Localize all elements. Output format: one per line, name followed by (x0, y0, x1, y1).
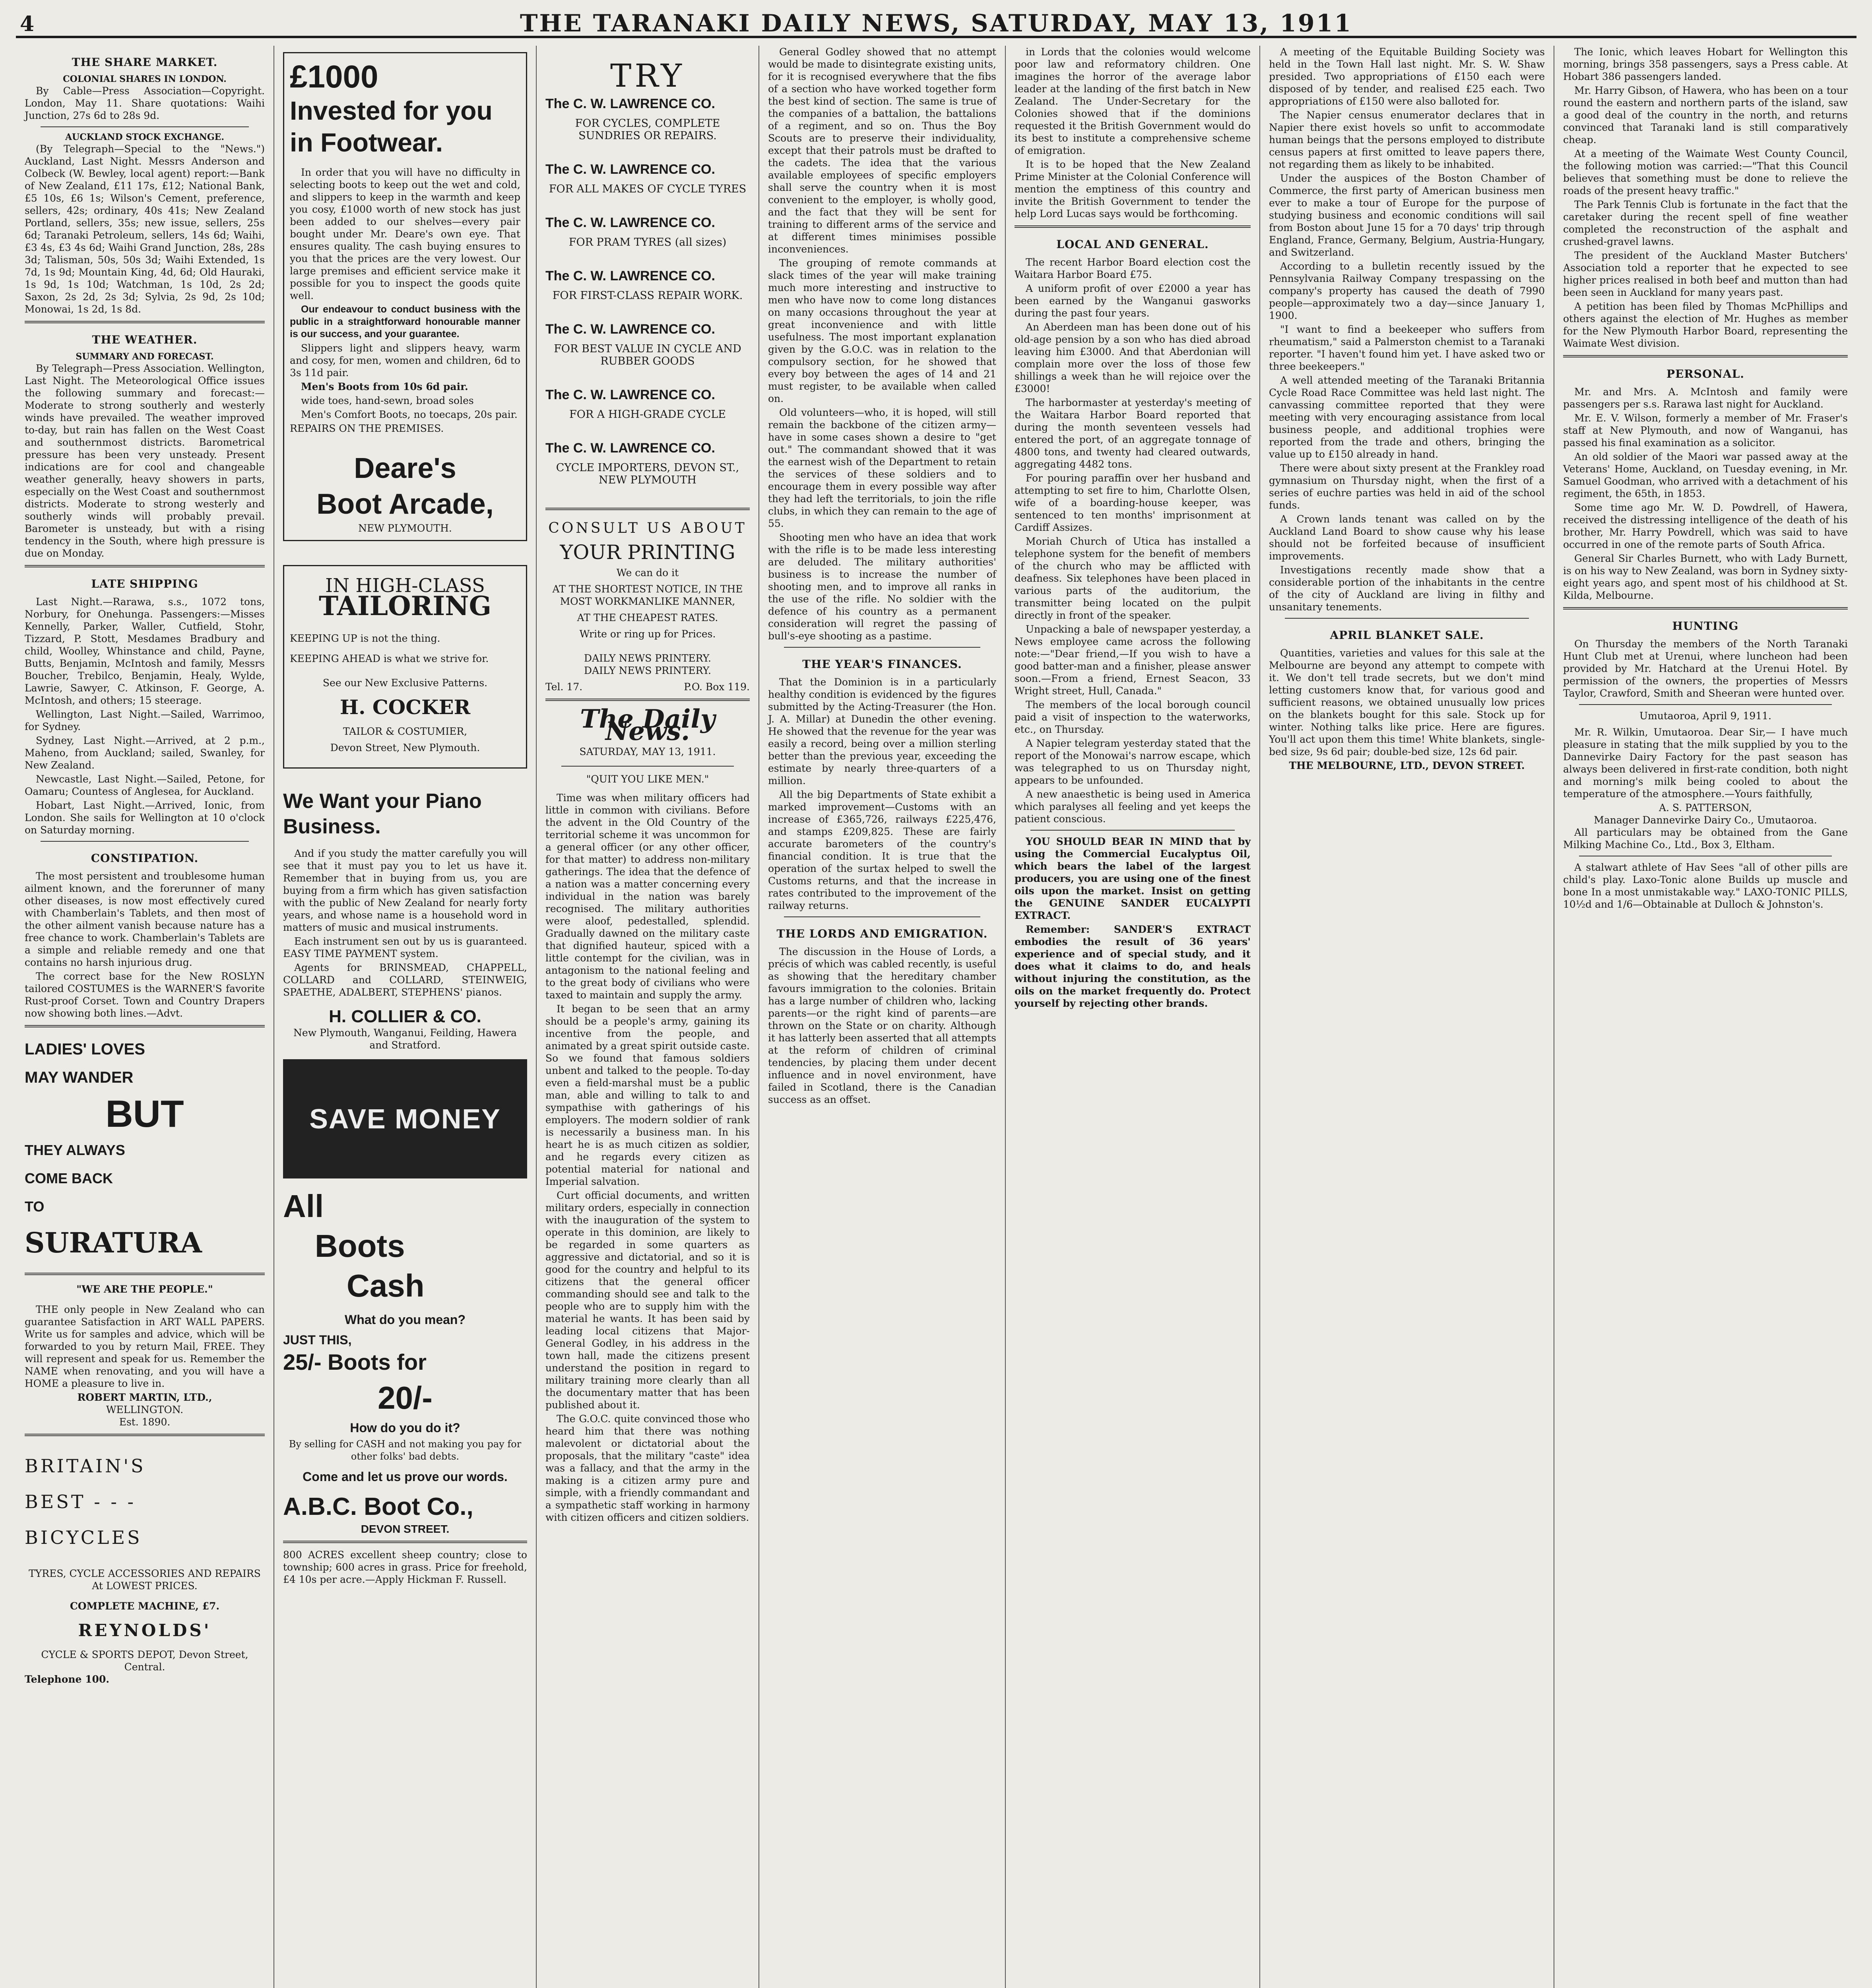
letter-signature: A. S. PATTERSON, (1659, 802, 1752, 813)
divider (1563, 607, 1848, 610)
share-market-heading: THE SHARE MARKET. (72, 56, 218, 69)
masthead (16, 8, 1856, 38)
article-text: General Godley showed that no attempt would be made to disintegrate existing units, for it is recognised everywhere that the fibs of a section who have worked together form the best kind of section. The same is true of the companies of a battalion, the battalions of a regiment, and so on. Thus the Boy Scouts are to preserve their individuality, except that their patrols must be drafted to the cadets. The idea that the various available employees of specific employers shall serve the country when it is most convenient to the employer, is wholly good, and the fact that they will be sent for training to different arms of the service and at different times minimises possible inconveniences. (768, 46, 996, 255)
divider (1285, 618, 1529, 619)
suratura-advert (25, 1041, 265, 1259)
shipping-text: Sydney, Last Night.—Arrived, at 2 p.m., Maheno, from Auckland; sailed, Swanley, for New Zealand. (25, 735, 265, 771)
abc-line: JUST THIS, (283, 1333, 352, 1347)
print-contact (545, 681, 750, 693)
cocker-sub: TAILOR & COSTUMIER, (343, 726, 468, 737)
article-text: Time was when military officers had little in common with civilians. Before the advent in the Old Country of the territorial scheme it was uncommon for a general officer (or any other officer, for that matter) to address non-military gatherings. The idea that the defence of a nation was a matter concerning every individual in the nation was barely recognised. The military authorities were aloof, pedestalled, splendid. Gradually dawned on the military caste that dignified hauteur, spiced with a little contempt for the civilian, was in antagonism to the national feeling and to the great body of civilians who were taxed to maintain and supply the army. (545, 792, 750, 1001)
letter-dateline: Umutaoroa, April 9, 1911. (1639, 710, 1771, 722)
local-item: The recent Harbor Board election cost the Waitara Harbor Board £75. (1015, 256, 1251, 280)
blanket-sale-sign: THE MELBOURNE, LTD., DEVON STREET. (1289, 760, 1525, 771)
deares-name: Deare's (354, 452, 456, 484)
wallpaper-advert-place: WELLINGTON. (106, 1404, 184, 1415)
roslyn-advert-text: The correct base for the New ROSLYN tailored COSTUMES is the WARNER'S favorite Rust-proof Corset. Town and Country Drapers now showing both lines.—Advt. (25, 971, 265, 1019)
blanket-sale-heading: APRIL BLANKET SALE. (1330, 629, 1484, 642)
wallpaper-advert-est: Est. 1890. (119, 1416, 171, 1428)
save-money-banner: SAVE MONEY (283, 1059, 527, 1178)
ad-text: REPAIRS ON THE PREMISES. (290, 423, 444, 434)
divider (25, 1025, 265, 1027)
print-line: We can do it (616, 567, 679, 579)
weather-heading: THE WEATHER. (92, 333, 198, 346)
suratura-line: TO (25, 1198, 45, 1215)
local-item: For pouring paraffin over her husband and attempting to set fire to him, Charlotte Olsen, wife of a boarding-house keeper, was sentenced to ten months' imprisonment at Cardiff Assizes. (1015, 472, 1251, 533)
personal-item: Mr. E. V. Wilson, formerly a member of Mr. Fraser's staff at New Plymouth, and now of Wanganui, has passed his final examination as a solicitor. (1563, 412, 1848, 448)
abc-line: By selling for CASH and not making you pay for other folks' bad debts. (289, 1439, 522, 1462)
article-text: Curt official documents, and written military orders, especially in connection with the inauguration of the system to operate in this dominion, are likely to be regarded in some quarters as aggressive and dictatorial, and so it is good for the country and helpful to its citizens that the general officer commanding should see and talk to the people who are to supply him with the material he wants. It has been said by leading local citizens that Major-General Godley, in his address in the town hall, made the citizens present understand the position in regard to military training more clearly than all the documentary matter that has been published about it. (545, 1190, 750, 1411)
wallpaper-advert-text: THE only people in New Zealand who can guarantee Satisfaction in ART WALL PAPERS. Write us for samples and advice, which will be forwarded to you by return Mail, FREE. They will represent and speak for us. Remember the NAME when renovating, and you will have a HOME a pleasure to live in. (25, 1304, 265, 1389)
lawrence-item: FOR A HIGH-GRADE CYCLE (569, 408, 726, 421)
bicycles-advert (25, 1448, 265, 1555)
divider (25, 1273, 265, 1275)
suratura-line: COME BACK (25, 1170, 113, 1186)
laxo-tonic-advert: A stalwart athlete of Hav Sees "all of other pills are child's play. Laxo-Tonic alone Builds up muscle and bone In a most unmistakable way." LAXO-TONIC PILLS, 10½d and 1/6—Obtainable at Dulloch & Johnston's. (1563, 862, 1848, 910)
ad-headline: We Want your Piano (283, 790, 482, 813)
bicycles-price: COMPLETE MACHINE, £7. (70, 1600, 220, 1612)
article-text: A well attended meeting of the Taranaki Britannia Cycle Road Race Committee was held last night. The canvassing committee reported that they were meeting with very encouraging assistance from local business people, and additional trophies were reported from the trade and others, bringing the value up to £150 already in hand. (1269, 375, 1545, 460)
letter-text: All particulars may be obtained from the Gane Milking Machine Co., Ltd., Box 3, Eltham. (1563, 827, 1848, 850)
shipping-text: Hobart, Last Night.—Arrived, Ionic, from London. She sails for Wellington at 10 o'clock on Saturday morning. (25, 800, 265, 836)
print-line: DAILY NEWS PRINTERY. (584, 652, 711, 664)
article-text: Investigations recently made show that a considerable portion of the inhabitants in the centre of the city of Auckland are living in filthy and unsanitary tenements. (1269, 564, 1545, 613)
abc-line: Come and let us prove our words. (303, 1470, 508, 1484)
abc-line: All (283, 1188, 324, 1224)
divider (1030, 830, 1235, 831)
reynolds-address: CYCLE & SPORTS DEPOT, Devon Street, Central. (41, 1649, 248, 1673)
ad-text: See our New Exclusive Patterns. (322, 677, 488, 689)
article-text: The Napier census enumerator declares that in Napier there exist hovels so unfit to accommodate human beings that the persons employed to distribute census papers at first omitted to leave papers there, not regarding them as likely to be inhabited. (1269, 109, 1545, 170)
reynolds-name: REYNOLDS' (78, 1621, 211, 1640)
personal-item: An old soldier of the Maori war passed away at the Veterans' Home, Auckland, on Tuesday evening, in Mr. Samuel Goodman, who arrived with a detachment of his regiment, the 65th, in 1853. (1563, 451, 1848, 499)
ad-text: Each instrument sen out by us is guaranteed. EASY TIME PAYMENT system. (283, 936, 527, 959)
ad-text: In order that you will have no difficulty in selecting boots to keep out the wet and cold, and slippers to keep in the warmth and keep you cosy, £1000 worth of new stock has just been added to our shelves—every pair bought under Mr. Deare's own eye. That ensures quality. The cash buying ensures to you that the prices are the very lowest. Our large premises and efficient service make it possible for you to inspect the goods quite well. (290, 167, 520, 301)
column-2 (274, 46, 537, 1988)
ad-text: Agents for BRINSMEAD, CHAPPELL, COLLARD and COLLARD, STEINWEIG, SPAETHE, ADALBERT, STEPHENS' pianos. (283, 962, 527, 998)
finances-heading: THE YEAR'S FINANCES. (802, 658, 962, 671)
constipation-text: The most persistent and troublesome human ailment known, and the forerunner of many other diseases, is now most effectively cured with Chamberlain's Tablets, and then most of the other ailment vanish because nature has a free chance to work. Chamberlain's Tablets are a simple and reliable remedy and one that contains no harsh injurious drug. (25, 870, 265, 968)
local-item: An Aberdeen man has been done out of his old-age pension by a son who has died abroad leaving him £3000. And that Aberdonian will complain more over the loss of those few shillings a week than he will rejoice over the £3000! (1015, 321, 1251, 394)
collier-piano-advert (283, 788, 527, 1051)
column-6 (1260, 46, 1554, 1988)
lawrence-item: CYCLE IMPORTERS, DEVON ST., NEW PLYMOUTH (556, 462, 739, 486)
divider (41, 126, 249, 127)
suratura-line: THEY ALWAYS (25, 1142, 125, 1158)
article-text: The president of the Auckland Master Butchers' Association told a reporter that he expected to see higher prices realised in both beef and mutton than had been seen in Auckland for many years past. (1563, 250, 1848, 298)
finances-text: All the big Departments of State exhibit a marked improvement—Customs with an increase of £365,726, railways £225,476, and stamps £209,825. These are fairly accurate barometers of the country's financial condition. It is true that the operation of the surtax helped to swell the Customs returns, and that the increase in rates contributed to the improvement of the railway returns. (768, 789, 996, 911)
personal-item: General Sir Charles Burnett, who with Lady Burnett, is on his way to New Zealand, was born in Sydney sixty-eight years ago, and spent most of his childhood at St. Kilda, Melbourne. (1563, 553, 1848, 601)
ad-text: Men's Boots from 10s 6d pair. (301, 381, 468, 392)
shipping-text: Newcastle, Last Night.—Sailed, Petone, for Oamaru; Countess of Anglesea, for Auckland. (25, 773, 265, 797)
ad-text: KEEPING UP is not the thing. (290, 633, 440, 644)
column-3 (537, 46, 759, 1988)
auckland-exchange-text: (By Telegraph—Special to the "News.") Auckland, Last Night. Messrs Anderson and Colbeck (W. Bewley, local agent) report:—Bank of New Zealand, £11 17s, £12; National Bank, £5 10s, £6 1s; Wilson's Cement, preference, sellers, 42s; ordinary, 40s 41s; New Zealand Portland, sellers, 35s; new issue, sellers, 25s 6d; Taranaki Petroleum, sellers, 14s 6d; Waihi, £3 4s, £3 4s 6d; Waihi Grand Junction, 28s, 28s 3d; Talisman, 50s, 50s 3d; Waihi Extended, 1s 7d, 1s 9d; Mountain King, 4d, 6d; Old Hauraki, 1s 9d, 1s 10d; Watchman, 1s 10d, 2s 2d; Saxon, 2s 2d, 2s 3d; Sylvia, 2s 9d, 2s 10d; Monowai, 1s 2d, 1s 8d. (25, 143, 265, 315)
local-item: The members of the local borough council paid a visit of inspection to the waterworks, etc., on Thursday. (1015, 699, 1251, 735)
acres-advert-text: 800 ACRES excellent sheep country; close to township; 600 acres in grass. Price for freehold, £4 10s per acre.—Apply Hickman F. Russell. (283, 1549, 527, 1585)
article-text: At a meeting of the Waimate West County Council, the following motion was carried:—"That this Council believes that something must be done to relieve the roads of the present heavy traffic." (1563, 148, 1848, 196)
lawrence-item: FOR PRAM TYRES (all sizes) (568, 236, 727, 248)
article-text: Old volunteers—who, it is hoped, will still remain the backbone of the citizen army—have in some cases shown a desire to "get out." The commandant showed that it was the earnest wish of the Department to retain the services of these soldiers and to encourage them in every possible way after they had left the territorials, to join the rifle clubs, in which they can remain to the age of 55. (768, 407, 996, 529)
lawrence-name: The C. W. LAWRENCE CO. (545, 96, 715, 111)
lawrence-item: FOR CYCLES, COMPLETE SUNDRIES OR REPAIRS. (575, 117, 720, 142)
suratura-brand: SURATURA (25, 1226, 202, 1259)
abc-place: DEVON STREET. (361, 1523, 450, 1535)
lawrence-item: FOR ALL MAKES OF CYCLE TYRES (549, 183, 747, 195)
hunting-text: On Thursday the members of the North Taranaki Hunt Club met at Urenui, where luncheon had been provided by Mr. Hatchard at the Urenui Hotel. By permission of the owners, the properties of Messrs Taylor, Crawford, Smith and Sheeran were hunted over. (1563, 638, 1848, 699)
lawrence-item: FOR BEST VALUE IN CYCLE AND RUBBER GOODS (554, 343, 741, 367)
paper-date: SATURDAY, MAY 13, 1911. (579, 746, 716, 757)
lawrence-name: The C. W. LAWRENCE CO. (545, 215, 715, 230)
eucalyptus-advert: YOU SHOULD BEAR IN MIND that by using the Commercial Eucalyptus Oil, which bears the label of the largest producers, you are using one of the finest oils upon the market. Insist on getting the GENUINE SANDER EUCALYPTI EXTRACT. (1015, 836, 1251, 921)
ad-text: wide toes, hand-sewn, broad soles (301, 395, 474, 406)
deares-name: Boot Arcade, (316, 488, 494, 520)
weather-subheading: SUMMARY AND FORECAST. (76, 351, 214, 362)
reynolds-telephone: Telephone 100. (25, 1673, 110, 1685)
abc-line: Cash (347, 1268, 425, 1303)
colonial-shares-heading: COLONIAL SHARES IN LONDON. (63, 74, 227, 84)
suratura-line: LADIES' LOVES (25, 1041, 145, 1058)
article-text: A Crown lands tenant was called on by the Auckland Land Board to show cause why his lease should not be forfeited because of insufficient improvements. (1269, 513, 1545, 562)
column-7 (1554, 46, 1856, 1988)
divider (1015, 225, 1251, 228)
abc-line: What do you mean? (345, 1312, 466, 1327)
divider (545, 508, 750, 510)
sander-advert: Remember: SANDER'S EXTRACT embodies the result of 36 years' experience and of special study, and it does what it claims to do, and heals without injuring the constitution, as the oils on the market frequently do. Protect yourself by rejecting other brands. (1015, 924, 1251, 1009)
letter-text: Mr. R. Wilkin, Umutaoroa. Dear Sir,— I have much pleasure in stating that the milk supplied by you to the Dannevirke Dairy Factory for the past season has always been delivered in first-rate condition, both night and morning's milk being cooled to about the temperature of the atmosphere.—Yours faithfully, (1563, 726, 1848, 800)
local-item: A new anaesthetic is being used in America which paralyses all feeling and yet keeps the patient conscious. (1015, 788, 1251, 825)
ad-headline: in Footwear. (290, 128, 443, 157)
column-5 (1006, 46, 1260, 1988)
cocker-address: Devon Street, New Plymouth. (330, 742, 480, 753)
print-po-box: P.O. Box 119. (684, 681, 750, 693)
ad-text: KEEPING AHEAD is what we strive for. (290, 653, 489, 664)
suratura-line: MAY WANDER (25, 1069, 134, 1086)
divider (784, 647, 980, 648)
abc-boot-advert (283, 1186, 527, 1535)
hunting-heading: HUNTING (1672, 619, 1739, 633)
newspaper-masthead-title: THE TARANAKI DAILY NEWS, SATURDAY, MAY 13, 1911 (520, 10, 1353, 37)
local-item: Unpacking a bale of newspaper yesterday, a News employee came across the following note:—"Dear friend,—If you wish to have a good batter-man and a finisher, please answer soon.—From a friend, Ernest Seacon, 33 Wright street, Hull, Canada." (1015, 623, 1251, 697)
column-4 (759, 46, 1006, 1988)
ad-headline: £1000 (290, 59, 378, 94)
local-item: The harbormaster at yesterday's meeting of the Waitara Harbor Board reported that during the month seventeen vessels had entered the port, of an aggregate tonnage of 4800 tons, and twenty had cleared outwards, aggregating 4482 tons. (1015, 397, 1251, 470)
collier-places: New Plymouth, Wanganui, Feilding, Hawera and Stratford. (293, 1027, 517, 1051)
bicycles-line: BRITAIN'S (25, 1455, 146, 1477)
ad-text: Our endeavour to conduct business with the public in a straightforward honourable manner is our success, and your guarantee. (290, 304, 520, 340)
letter-signature: Manager Dannevirke Dairy Co., Umutaoroa. (1594, 814, 1817, 826)
lawrence-name: The C. W. LAWRENCE CO. (545, 268, 715, 283)
printery-advert (545, 522, 750, 693)
finances-text: That the Dominion is in a particularly healthy condition is evidenced by the figures submitted by the Acting-Treasurer (the Hon. J. A. Millar) at Dunedin the other evening. He showed that the revenue for the year was easily a record, being over a million sterling better than the previous year, exceeding the estimate by nearly three-quarters of a million. (768, 676, 996, 786)
lords-text: The discussion in the House of Lords, a précis of which was cabled recently, is useful as showing that the hereditary chamber favours immigration to the colonies. Britain has a large number of children who, lacking parents—or the right kind of parents—are thrown on the State or on charity. Although it has latterly been asserted that all attempts at the reform of children of criminal tendencies, by placing them under decent influence and in novel environment, have failed in Scotland, there is the Canadian success as an offset. (768, 946, 996, 1105)
abc-line: 25/- Boots for (283, 1349, 427, 1375)
divider (25, 1434, 265, 1436)
try-heading: TRY (610, 57, 685, 94)
shipping-text: Wellington, Last Night.—Sailed, Warrimoo, for Sydney. (25, 709, 265, 732)
ad-text: And if you study the matter carefully you will see that it must pay you to let us have it. Remember that in buying from us, you are buying from a firm which has given satisfaction with the public of New Zealand for nearly forty years, and whose name is a household word in matters of music and musical instruments. (283, 848, 527, 933)
article-text: Mr. Harry Gibson, of Hawera, who has been on a tour round the eastern and northern parts of the island, saw a good deal of the country in the north, and returns convinced that Taranaki land is still comparatively cheap. (1563, 85, 1848, 146)
lords-heading: THE LORDS AND EMIGRATION. (776, 927, 988, 940)
bicycles-line: BICYCLES (25, 1527, 142, 1548)
lawrence-item: FOR FIRST-CLASS REPAIR WORK. (552, 289, 743, 302)
article-text: It began to be seen that an army should be a people's army, gaining its incentive from the people, and animated by a great spirit outside caste. So we found that famous soldiers unbent and talked to the people. To-day even a field-marshal must be a public man, able and willing to talk to and sympathise with gatherings of his employers. The modern soldier of rank is necessarily a business man. In his heart he is as much citizen as soldier, and he regards every citizen as potential material for national and Imperial salvation. (545, 1003, 750, 1187)
divider (41, 841, 249, 842)
divider (1579, 704, 1832, 705)
personal-item: Mr. and Mrs. A. McIntosh and family were passengers per s.s. Rarawa last night for Auckland. (1563, 386, 1848, 410)
print-line: AT THE CHEAPEST RATES. (577, 612, 718, 623)
wallpaper-advert-heading: "WE ARE THE PEOPLE." (76, 1283, 213, 1295)
local-general-heading: LOCAL AND GENERAL. (1056, 238, 1209, 251)
paper-nameplate: The Daily News. (580, 704, 715, 746)
ad-text: Men's Comfort Boots, no toecaps, 20s pair. (301, 409, 518, 420)
tailoring-head: TAILORING (319, 590, 491, 621)
divider (784, 916, 980, 917)
article-text: A petition has been filed by Thomas McPhillips and others against the election of Mr. Hughes as member for the New Plymouth Harbor Board, representing the Waimate West division. (1563, 301, 1848, 349)
local-item: Moriah Church of Utica has installed a telephone system for the benefit of members of the church who may be afflicted with deafness. Six telephones have been placed in various parts of the auditorium, the transmitter being located on the pulpit directly in front of the speaker. (1015, 536, 1251, 621)
lawrence-name: The C. W. LAWRENCE CO. (545, 387, 715, 402)
abc-line: How do you do it? (350, 1421, 460, 1435)
shipping-text: Last Night.—Rarawa, s.s., 1072 tons, Norbury, for Onehunga. Passengers:—Misses Kennelly, Parker, Waller, Cutfield, Stohr, Tizzard, P. Stott, Mesdames Bradbury and child, Woolley, Whinstance and child, Payne, Butts, Benjamin, McIntosh and family, Messrs Boucher, Trebilco, Benjamin, Healy, Wylde, Lawrie, Sawyer, C. Atkinson, F. George, A. McIntosh, and others; 15 steerage. (25, 596, 265, 706)
print-line: CONSULT US ABOUT (548, 520, 747, 536)
deares-place: NEW PLYMOUTH. (358, 522, 452, 534)
deares-boot-advert (283, 52, 527, 541)
personal-item: Some time ago Mr. W. D. Powdrell, of Hawera, received the distressing intelligence of the death of his brother, Mr. Harry Powdrell, which was said to have occurred in one of the remote parts of South Africa. (1563, 502, 1848, 550)
divider (25, 321, 265, 323)
ad-headline: Invested for you (290, 96, 493, 125)
constipation-heading: CONSTIPATION. (91, 852, 199, 865)
article-text: in Lords that the colonies would welcome poor law and reformatory children. One imagines the horror of the average labor leader at the landing of the first batch in New Zealand. The Under-Secretary for the Colonies showed that if the dominions requested it the British Government would do its best to institute a comprehensive scheme of emigration. (1015, 46, 1251, 156)
personal-heading: PERSONAL. (1666, 367, 1745, 381)
article-text: Shooting men who have an idea that work with the rifle is to be made less interesting are deluded. The military authorities' business is to increase the number of shooting men, and to improve all ranks in the use of the rifle. No soldier with the defence of his country as a permanent consideration will regret the passing of bull's-eye shooting as a pastime. (768, 532, 996, 642)
print-telephone: Tel. 17. (545, 681, 583, 693)
ad-text: Slippers light and slippers heavy, warm and cosy, for men, women and children, 6d to 3s 11d pair. (290, 342, 520, 379)
divider (25, 565, 265, 567)
article-text: The Ionic, which leaves Hobart for Wellington this morning, brings 358 passengers, says a Press cable. At Hobart 386 passengers landed. (1563, 46, 1848, 82)
local-item: A Napier telegram yesterday stated that the report of the Monowai's narrow escape, which was telegraphed to us on Thursday night, appears to be unfounded. (1015, 738, 1251, 786)
bicycles-text: TYRES, CYCLE ACCESSORIES AND REPAIRS At LOWEST PRICES. (29, 1568, 261, 1592)
cocker-tailoring-advert (283, 565, 527, 769)
print-line: AT THE SHORTEST NOTICE, IN THE MOST WORKMANLIKE MANNER, (552, 583, 743, 607)
divider (561, 766, 734, 767)
print-line: YOUR PRINTING (560, 541, 735, 564)
local-item: A uniform profit of over £2000 a year has been earned by the Wanganui gasworks during the past four years. (1015, 283, 1251, 319)
article-text: The grouping of remote commands at slack times of the year will make training much more interesting and instructive to men who have now to come long distances on many occasions throughout the year at great inconvenience and with little usefulness. The most important explanation given by the G.O.C. was in relation to the compulsory section, for he showed that every boy between the ages of 14 and 21 must register, to be available when called on. (768, 257, 996, 404)
article-text: There were about sixty present at the Frankley road gymnasium on Thursday night, when the first of a series of euchre parties was held in aid of the school funds. (1269, 462, 1545, 511)
tailoring-head: IN HIGH-CLASS (325, 575, 485, 597)
column-1 (16, 46, 274, 1988)
divider (283, 1541, 527, 1543)
divider (545, 699, 750, 701)
lawrence-name: The C. W. LAWRENCE CO. (545, 322, 715, 337)
wallpaper-advert-name: ROBERT MARTIN, LTD., (77, 1392, 212, 1403)
print-line: Write or ring up for Prices. (579, 628, 716, 640)
lawrence-name: The C. W. LAWRENCE CO. (545, 441, 715, 456)
page-number: 4 (20, 12, 35, 36)
article-text: It is to be hoped that the New Zealand Prime Minister at the Colonial Conference will mention the emptiness of this country and invite the British Government to tender the help Lord Lucas says would be forthcoming. (1015, 159, 1251, 219)
abc-name: A.B.C. Boot Co., (283, 1493, 473, 1520)
abc-line: 20/- (378, 1380, 433, 1415)
cocker-name: H. COCKER (339, 695, 471, 719)
article-heading: "QUIT YOU LIKE MEN." (586, 773, 709, 785)
ad-headline: Business. (283, 815, 381, 838)
blanket-sale-text: Quantities, varieties and values for this sale at the Melbourne are beyond any attempt to compete with it. We don't tell trade secrets, but we don't mind letting customers know that, for various good and sufficient reasons, we obtained unusually low prices on the blankets bought for this sale. Stock up for winter. Nothing talks like price. Here are figures. You'll act upon them this time! White blankets, single-bed size, 9s 6d pair; double-bed size, 12s 6d pair. (1269, 647, 1545, 757)
article-text: The G.O.C. quite convinced those who heard him that there was nothing malevolent or dictatorial about the proposals, that the military "caste" idea was a fallacy, and that the army in the making is a citizen army pure and simple, with a friendly commandant and a sympathetic staff working in harmony with citizen officers and citizen soldiers. (545, 1413, 750, 1523)
lawrence-name: The C. W. LAWRENCE CO. (545, 162, 715, 177)
weather-text: By Telegraph—Press Association. Wellington, Last Night. The Meteorological Office issues the following summary and forecast:—Moderate to strong southerly and westerly winds have prevailed. The weather improved to-day, but rain has fallen on the West Coast and southernmost districts. Barometrical pressure has been very unsteady. Present indications are for cool and changeable weather generally, heavy showers in parts, especially on the West Coast and southernmost districts. Moderate to strong westerly and southerly winds will probably prevail. Barometer is unsteady, but with a rising tendency in the South, where high pressure is due on Monday. (25, 363, 265, 559)
collier-name: H. COLLIER & CO. (329, 1007, 481, 1026)
shipping-heading: LATE SHIPPING (91, 577, 198, 590)
bicycles-line: BEST - - - (25, 1491, 136, 1512)
article-text: "I want to find a beekeeper who suffers from rheumatism," said a Palmerston chemist to a Taranaki reporter. "I haven't found him yet. I have asked two or three beekeepers." (1269, 324, 1545, 372)
abc-line: Boots (315, 1228, 405, 1264)
article-text: According to a bulletin recently issued by the Pennsylvania Railway Company trespassing on the company's property has caused the death of 7990 people—approximately two a day—since January 1, 1900. (1269, 260, 1545, 321)
print-line: DAILY NEWS PRINTERY. (584, 665, 711, 676)
colonial-shares-text: By Cable—Press Association—Copyright. London, May 11. Share quotations: Waihi Junction, 27s 6d to 28s 9d. (25, 85, 265, 121)
article-text: A meeting of the Equitable Building Society was held in the Town Hall last night. Mr. S. W. Shaw presided. Two appropriations of £150 each were disposed of by tender, and realised £25 each. Two appropriations of £150 were also balloted for. (1269, 46, 1545, 107)
suratura-line: BUT (105, 1093, 184, 1135)
auckland-exchange-heading: AUCKLAND STOCK EXCHANGE. (65, 132, 225, 142)
article-text: The Park Tennis Club is fortunate in the fact that the caretaker during the recent spell of fine weather completed the reconstruction of the asphalt and crushed-gravel lawns. (1563, 199, 1848, 247)
divider (1563, 355, 1848, 357)
article-text: Under the auspices of the Boston Chamber of Commerce, the first party of American business men ever to make a tour of Europe for the purpose of studying business and economic conditions will sail from Boston about June 15 for a 70 days' trip through England, France, Germany, Belgium, Austria-Hungary, and Switzerland. (1269, 173, 1545, 258)
